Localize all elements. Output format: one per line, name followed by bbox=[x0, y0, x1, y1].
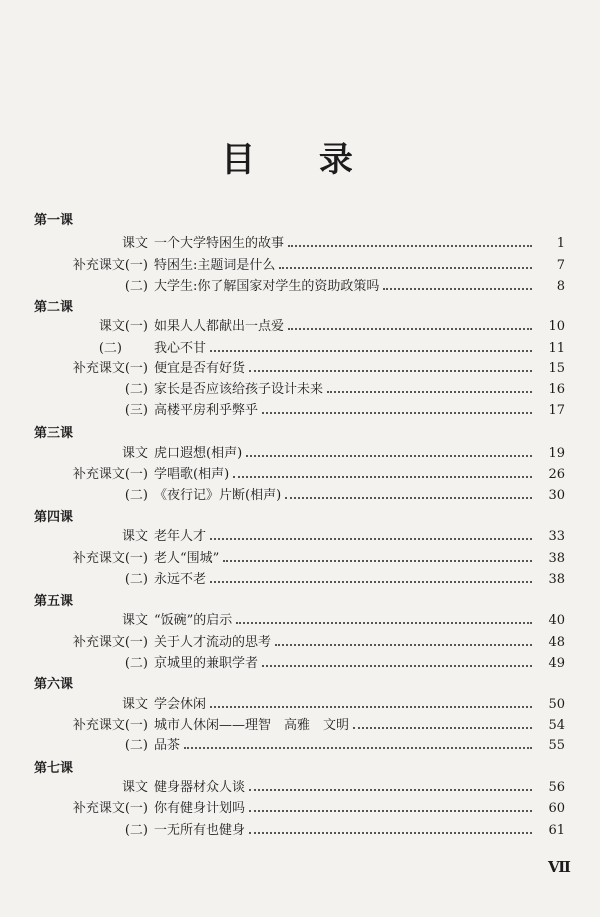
toc-entry[interactable] bbox=[0, 381, 600, 399]
toc-entry[interactable] bbox=[0, 717, 600, 735]
entry-title: 品茶 bbox=[154, 738, 181, 753]
entry-page-number: 15 bbox=[548, 361, 565, 376]
toc-entry[interactable] bbox=[0, 737, 600, 755]
toc-entry[interactable] bbox=[0, 257, 600, 275]
toc-entry[interactable] bbox=[0, 402, 600, 420]
entry-page-number: 49 bbox=[548, 656, 565, 671]
entry-label: (二) bbox=[124, 382, 148, 397]
toc-entry[interactable] bbox=[0, 487, 600, 505]
entry-label: 补充课文(一) bbox=[72, 258, 148, 273]
entry-title: 家长是否应该给孩子设计未来 bbox=[154, 382, 324, 397]
toc-entry[interactable] bbox=[0, 528, 600, 546]
entry-label: 课文 bbox=[121, 529, 148, 544]
toc-entry[interactable] bbox=[0, 800, 600, 818]
toc-entry[interactable] bbox=[0, 612, 600, 630]
lesson-heading: 第三课 bbox=[34, 426, 74, 441]
entry-title: 大学生:你了解国家对学生的资助政策吗 bbox=[154, 279, 380, 294]
dot-leader bbox=[285, 496, 532, 499]
entry-label: (二) bbox=[124, 572, 148, 587]
entry-page-number: 50 bbox=[548, 697, 565, 712]
entry-page-number: 55 bbox=[548, 738, 565, 753]
entry-label: (二) bbox=[124, 656, 148, 671]
entry-page-number: 26 bbox=[548, 467, 565, 482]
dot-leader bbox=[288, 327, 532, 330]
entry-page-number: 61 bbox=[548, 823, 565, 838]
entry-page-number: 54 bbox=[548, 718, 565, 733]
entry-page-number: 56 bbox=[548, 780, 565, 795]
entry-title: 如果人人都献出一点爱 bbox=[154, 319, 285, 334]
entry-label: 补充课文(一) bbox=[72, 467, 148, 482]
entry-label: 课文 bbox=[121, 697, 148, 712]
dot-leader bbox=[262, 411, 532, 414]
dot-leader bbox=[210, 580, 532, 583]
entry-title: 特困生:主题词是什么 bbox=[154, 258, 276, 273]
toc-entry[interactable] bbox=[0, 445, 600, 463]
toc-entry[interactable] bbox=[0, 655, 600, 673]
dot-leader bbox=[249, 809, 532, 812]
entry-label: 补充课文(一) bbox=[72, 361, 148, 376]
entry-page-number: 38 bbox=[548, 551, 565, 566]
dot-leader bbox=[236, 621, 532, 624]
entry-title: 老人“围城” bbox=[154, 551, 220, 566]
toc-entry[interactable] bbox=[0, 318, 600, 336]
lesson-heading: 第七课 bbox=[34, 761, 74, 776]
dot-leader bbox=[210, 705, 532, 708]
lesson-heading: 第六课 bbox=[34, 677, 74, 692]
entry-label: (二) bbox=[124, 823, 148, 838]
entry-label: 课文 bbox=[121, 613, 148, 628]
toc-entry[interactable] bbox=[0, 340, 600, 358]
toc-entry[interactable] bbox=[0, 550, 600, 568]
entry-label: 课文 bbox=[121, 446, 148, 461]
entry-page-number: 1 bbox=[556, 236, 565, 251]
entry-label: 补充课文(一) bbox=[72, 801, 148, 816]
entry-title: 便宜是否有好货 bbox=[154, 361, 246, 376]
entry-page-number: 60 bbox=[548, 801, 565, 816]
entry-page-number: 10 bbox=[548, 319, 565, 334]
entry-page-number: 30 bbox=[548, 488, 565, 503]
entry-title: 一无所有也健身 bbox=[154, 823, 246, 838]
lesson-heading: 第一课 bbox=[34, 213, 74, 228]
dot-leader bbox=[249, 369, 532, 372]
entry-page-number: 33 bbox=[548, 529, 565, 544]
entry-title: 健身器材众人谈 bbox=[154, 780, 246, 795]
dot-leader bbox=[249, 788, 532, 791]
entry-label: 补充课文(一) bbox=[72, 718, 148, 733]
dot-leader bbox=[246, 454, 532, 457]
entry-label: (二) bbox=[124, 279, 148, 294]
dot-leader bbox=[275, 643, 532, 646]
entry-page-number: 40 bbox=[548, 613, 565, 628]
entry-label: 课文 bbox=[121, 236, 148, 251]
entry-label: (二) bbox=[124, 738, 148, 753]
page-title: 目 录 bbox=[221, 140, 379, 180]
dot-leader bbox=[353, 726, 532, 729]
entry-title: 我心不甘 bbox=[154, 341, 207, 356]
entry-title: 城市人休闲——理智 高雅 文明 bbox=[154, 718, 350, 733]
dot-leader bbox=[184, 746, 532, 749]
entry-title: 你有健身计划吗 bbox=[154, 801, 246, 816]
dot-leader bbox=[249, 831, 532, 834]
entry-title: 老年人才 bbox=[154, 529, 207, 544]
toc-entry[interactable] bbox=[0, 360, 600, 378]
dot-leader bbox=[210, 349, 532, 352]
entry-label: 课文 bbox=[121, 780, 148, 795]
entry-label: (二) bbox=[124, 488, 148, 503]
entry-title: “饭碗”的启示 bbox=[154, 613, 233, 628]
toc-entry[interactable] bbox=[0, 779, 600, 797]
entry-page-number: 48 bbox=[548, 635, 565, 650]
entry-title: 虎口遐想(相声) bbox=[154, 446, 243, 461]
toc-entry[interactable] bbox=[0, 278, 600, 296]
entry-page-number: 38 bbox=[548, 572, 565, 587]
lesson-heading: 第五课 bbox=[34, 594, 74, 609]
toc-entry[interactable] bbox=[0, 235, 600, 253]
dot-leader bbox=[223, 559, 532, 562]
lesson-heading: 第四课 bbox=[34, 510, 74, 525]
lesson-heading: 第二课 bbox=[34, 300, 74, 315]
entry-page-number: 19 bbox=[548, 446, 565, 461]
toc-entry[interactable] bbox=[0, 571, 600, 589]
toc-entry[interactable] bbox=[0, 466, 600, 484]
entry-page-number: 11 bbox=[548, 341, 565, 356]
dot-leader bbox=[383, 287, 532, 290]
entry-title: 《夜行记》片断(相声) bbox=[154, 488, 282, 503]
dot-leader bbox=[210, 537, 532, 540]
entry-page-number: 16 bbox=[548, 382, 565, 397]
entry-label: 补充课文(一) bbox=[72, 635, 148, 650]
entry-page-number: 8 bbox=[556, 279, 565, 294]
entry-page-number: 17 bbox=[548, 403, 565, 418]
entry-title: 京城里的兼职学者 bbox=[154, 656, 259, 671]
entry-label: 课文(一) bbox=[98, 319, 148, 334]
entry-title: 学唱歌(相声) bbox=[154, 467, 230, 482]
toc-entry[interactable] bbox=[0, 822, 600, 840]
page-number-roman: Ⅶ bbox=[548, 858, 571, 876]
dot-leader bbox=[233, 475, 532, 478]
dot-leader bbox=[288, 244, 532, 247]
entry-title: 高楼平房利乎弊乎 bbox=[154, 403, 259, 418]
entry-label: (三) bbox=[124, 403, 148, 418]
entry-page-number: 7 bbox=[556, 258, 565, 273]
entry-label: (二) bbox=[98, 341, 122, 356]
dot-leader bbox=[327, 390, 532, 393]
entry-title: 关于人才流动的思考 bbox=[154, 635, 272, 650]
toc-entry[interactable] bbox=[0, 696, 600, 714]
entry-title: 学会休闲 bbox=[154, 697, 207, 712]
dot-leader bbox=[279, 266, 532, 269]
dot-leader bbox=[262, 664, 532, 667]
entry-title: 永远不老 bbox=[154, 572, 207, 587]
entry-title: 一个大学特困生的故事 bbox=[154, 236, 285, 251]
toc-entry[interactable] bbox=[0, 634, 600, 652]
entry-label: 补充课文(一) bbox=[72, 551, 148, 566]
